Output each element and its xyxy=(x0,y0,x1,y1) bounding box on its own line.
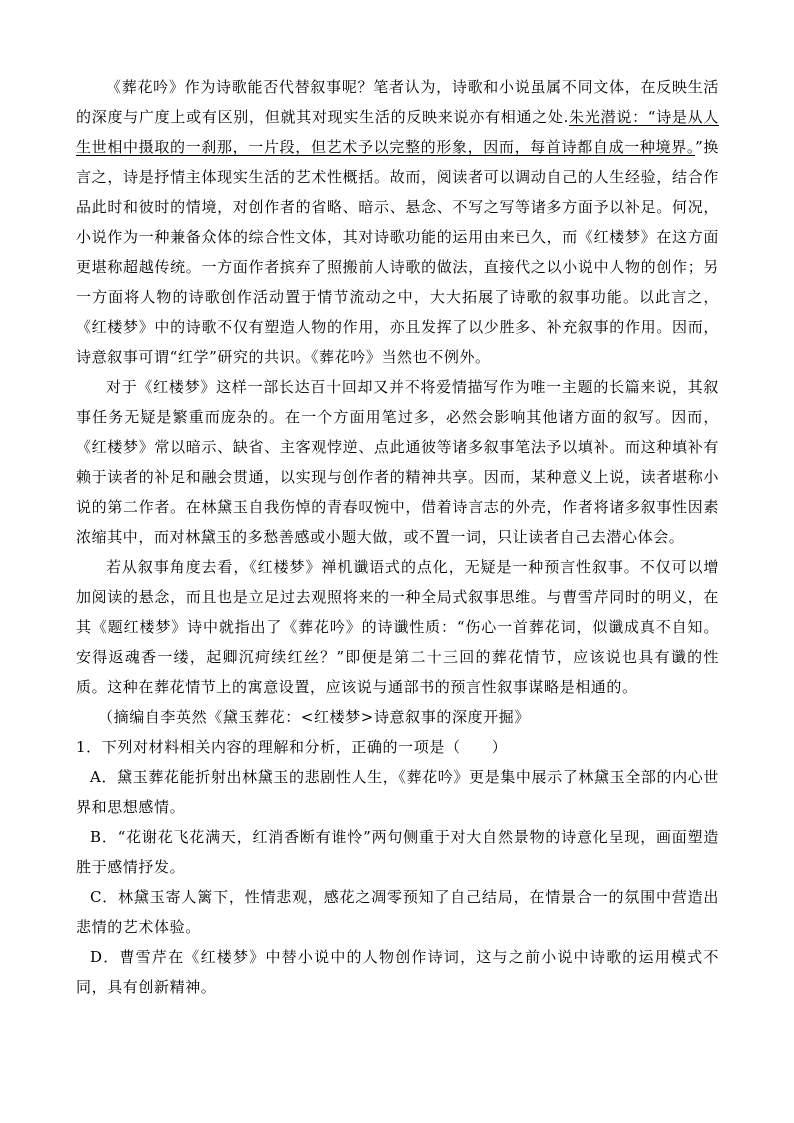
option-c: C．林黛玉寄人篱下，性情悲观，感花之凋零预知了自己结局，在情景合一的氛围中营造出悲情的艺术体验。 xyxy=(76,888,719,936)
option-b: B．“花谢花飞花满天，红消香断有谁怜”两句侧重于对大自然景物的诗意化呈现，画面塑造胜于感情抒发。 xyxy=(76,828,719,876)
underlined-quote: 朱光潜说：“诗是从人生世相中摄取的一刹那，一片段，但艺术予以完整的形象，因而，每首诗都自成一种境界。 xyxy=(76,108,719,156)
paragraph-2: 对于《红楼梦》这样一部长达百十回却又并不将爱情描写作为唯一主题的长篇来说，其叙事任务无疑是繁重而庞杂的。在一个方面用笔过多，必然会影响其他诸方面的叙写。因而，《红楼梦》常以暗示、缺省、主客观悖逆、点此通彼等诸多叙事笔法予以填补。而这种填补有赖于读者的补足和融会贯通，以实现与创作者的精神共享。因而，某种意义上说，读者堪称小说的第二作者。在林黛玉自我伤悼的青春叹惋中，借着诗言志的外壳，作者将诸多叙事性因素浓缩其中，而对林黛玉的多愁善感或小题大做，或不置一词，只让读者自己去潜心体会。 xyxy=(76,378,719,546)
paragraph-1 xyxy=(76,72,719,372)
paragraph-1-text: 《葬花吟》作为诗歌能否代替叙事呢？笔者认为，诗歌和小说虽属不同文体，在反映生活的深度与广度上或有区别，但就其对现实生活的反映来说亦有相通之处. xyxy=(76,78,719,126)
option-a: A．黛玉葬花能折射出林黛玉的悲剧性人生，《葬花吟》更是集中展示了林黛玉全部的内心世界和思想感情。 xyxy=(76,768,719,816)
paragraph-3: 若从叙事角度去看，《红楼梦》禅机谶语式的点化，无疑是一种预言性叙事。不仅可以增加阅读的悬念，而且也是立足过去观照将来的一种全局式叙事思维。与曹雪芹同时的明义，在其《题红楼梦》诗中就指出了《葬花吟》的诗谶性质：“伤心一首葬花词，似谶成真不自知。安得返魂香一缕，起卿沉疴续红丝？”即便是第二十三回的葬花情节，应该说也具有谶的性质。这种在葬花情节上的寓意设置，应该说与通部书的预言性叙事谋略是相通的。 xyxy=(76,558,719,696)
paragraph-1-continuation: ”换言之，诗是抒情主体现实生活的艺术性概括。故而，阅读者可以调动自己的人生经验，结合作品此时和彼时的情境，对创作者的省略、暗示、悬念、不写之写等诸多方面予以补足。何况，小说作为一种兼备众体的综合性文体，其对诗歌功能的运用由来已久，而《红楼梦》在这方面更堪称超越传统。一方面作者摈弃了照搬前人诗歌的做法，直接代之以小说中人物的创作；另一方面将人物的诗歌创作活动置于情节流动之中，大大拓展了诗歌的叙事功能。以此言之，《红楼梦》中的诗歌不仅有塑造人物的作用，亦且发挥了以少胜多、补充叙事的作用。因而，诗意叙事可谓“红学”研究的共识。《葬花吟》当然也不例外。 xyxy=(76,138,719,366)
source-citation: （摘编自李英然《黛玉葬花：<红楼梦>诗意叙事的深度开掘》 xyxy=(98,708,530,726)
option-d: D．曹雪芹在《红楼梦》中替小说中的人物创作诗词，这与之前小说中诗歌的运用模式不同，具有创新精神。 xyxy=(76,948,719,996)
question-stem: 1．下列对材料相关内容的理解和分析，正确的一项是（ ） xyxy=(76,738,508,756)
document-page xyxy=(76,72,719,1002)
